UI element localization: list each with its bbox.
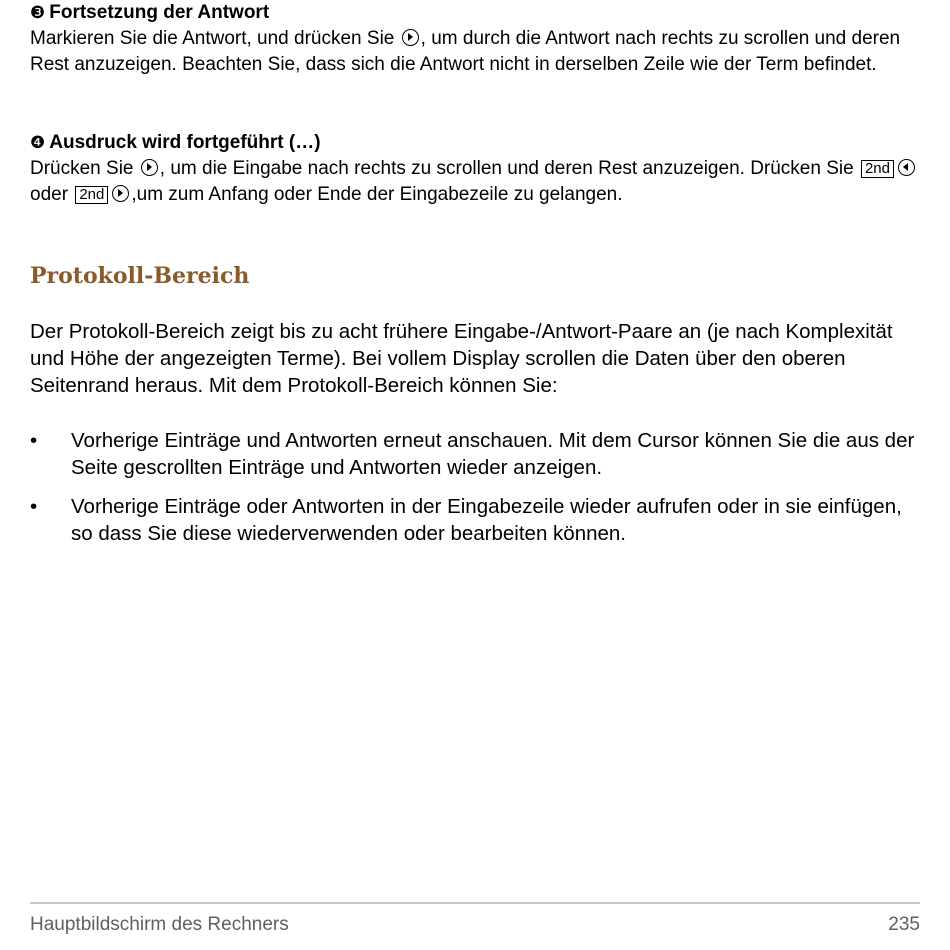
step-number-3: ❸ <box>30 3 46 23</box>
footer-title: Hauptbildschirm des Rechners <box>30 914 289 935</box>
bullet-marker: • <box>30 429 38 452</box>
second-key-label: 2nd <box>861 160 894 178</box>
right-arrow-key-icon <box>112 185 129 202</box>
right-arrow-key-icon <box>402 29 419 46</box>
step-number-4: ❹ <box>30 133 46 153</box>
list-item <box>30 427 920 481</box>
bullet-marker: • <box>30 495 38 518</box>
body-text: oder <box>30 184 69 205</box>
bullet-list <box>30 427 920 559</box>
manual-page <box>30 0 920 950</box>
section-title: Ausdruck wird fortgeführt (…) <box>49 132 321 153</box>
left-arrow-key-icon <box>898 159 915 176</box>
body-text: , um die Eingabe nach rechts zu scrollen und deren Rest anzuzeigen. Drücken Sie <box>159 158 854 179</box>
section-heading <box>30 130 920 156</box>
section-body <box>30 156 920 208</box>
section-fortsetzung-der-antwort <box>30 0 920 78</box>
section-body <box>30 26 920 78</box>
body-text: Markieren Sie die Antwort, und drücken Sie <box>30 28 395 49</box>
list-item <box>30 493 920 547</box>
page-heading: Protokoll-Bereich <box>30 263 250 289</box>
list-item-text: Vorherige Einträge oder Antworten in der Eingabezeile wieder aufrufen oder in sie einfügen, so dass Sie diese wiederverwenden oder bearbeiten können. <box>71 495 902 545</box>
body-text: , um durch die Antwort nach rechts zu scrollen und deren Rest anzuzeigen. Beachten Sie, dass sich die Antwort nicht in derselben Zeile wie der Term befindet. <box>30 28 901 75</box>
body-text: ,um zum Anfang oder Ende der Eingabezeile zu gelangen. <box>131 184 623 205</box>
intro-paragraph: Der Protokoll-Bereich zeigt bis zu acht frühere Eingabe-/Antwort-Paare an (je nach Komplexität und Höhe der angezeigten Terme). Bei vollem Display scrollen die Daten über den oberen Seitenrand heraus. Mit dem Protokoll-Bereich können Sie: <box>30 320 893 397</box>
section-heading <box>30 0 920 26</box>
page-number: 235 <box>888 914 920 935</box>
footer-divider <box>30 902 920 904</box>
section-ausdruck-fortgefuehrt <box>30 130 920 208</box>
section-title: Fortsetzung der Antwort <box>49 2 270 23</box>
body-text: Drücken Sie <box>30 158 134 179</box>
right-arrow-key-icon <box>141 159 158 176</box>
second-key-label: 2nd <box>75 186 108 204</box>
list-item-text: Vorherige Einträge und Antworten erneut anschauen. Mit dem Cursor können Sie die aus der Seite gescrollten Einträge und Antworten wieder anzeigen. <box>71 429 915 479</box>
